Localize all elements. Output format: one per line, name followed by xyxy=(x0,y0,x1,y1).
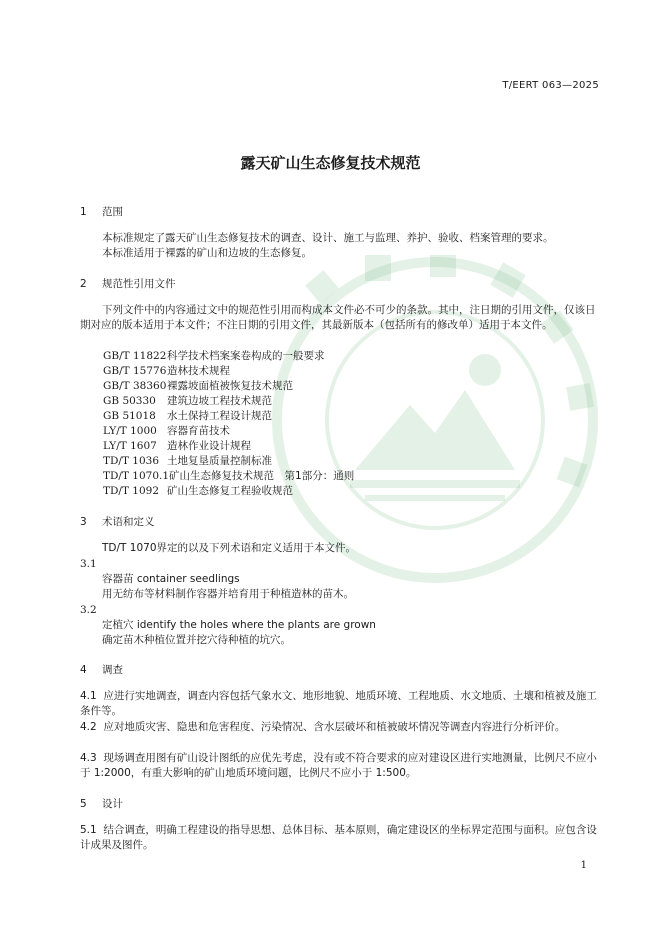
term-number: 3.2 xyxy=(80,604,97,616)
reference-title: 科学技术档案案卷构成的一般要求 xyxy=(167,350,325,362)
reference-title: 造林作业设计规程 xyxy=(167,440,251,452)
clause-text: 现场调查用图有矿山设计图纸的应优先考虑，没有或不符合要求的应对建设区进行实地测量，比例尺不应小于 1:2000，有重大影响的矿山地质环境问题，比例尺不应小于 1:500。 xyxy=(80,752,597,779)
paragraph: TD/T 1070界定的以及下列术语和定义适用于本文件。 xyxy=(102,542,357,554)
reference-title: 矿山生态修复工程验收规范 xyxy=(167,485,293,497)
page-number: 1 xyxy=(580,860,587,871)
reference-code: GB/T 38360 xyxy=(103,380,167,392)
term-number: 3.1 xyxy=(80,558,97,570)
section-heading xyxy=(80,514,155,529)
reference-title: 容器育苗技术 xyxy=(167,425,230,437)
reference-title: 裸露坡面植被恢复技术规范 xyxy=(167,380,293,392)
section-number: 3 xyxy=(80,516,87,528)
reference-item xyxy=(103,453,272,468)
section-number: 5 xyxy=(80,798,87,810)
reference-code: GB 51018 xyxy=(103,410,156,422)
clause xyxy=(80,720,600,735)
reference-code: TD/T 1070.1 xyxy=(103,470,170,482)
reference-code: TD/T 1092 xyxy=(103,485,160,497)
reference-code: GB/T 15776 xyxy=(103,365,167,377)
clause-number: 4.1 xyxy=(80,690,97,702)
reference-code: LY/T 1000 xyxy=(103,425,157,437)
reference-code: TD/T 1036 xyxy=(103,455,160,467)
section-heading xyxy=(80,276,176,291)
term-definition: 确定苗木种植位置并挖穴待种植的坑穴。 xyxy=(102,634,291,646)
term-entry: 定植穴 identify the holes where the plants are grown xyxy=(102,619,376,631)
reference-item xyxy=(103,393,272,408)
reference-item xyxy=(103,483,293,498)
reference-title: 建筑边坡工程技术规范 xyxy=(167,395,272,407)
section-title: 调查 xyxy=(102,664,123,676)
reference-code: GB/T 11822 xyxy=(103,350,167,362)
clause-text: 应进行实地调查，调查内容包括气象水文、地形地貌、地质环境、工程地质、水文地质、土壤和植被及施工条件等。 xyxy=(80,690,597,717)
section-heading xyxy=(80,662,123,677)
section-title: 设计 xyxy=(102,798,123,810)
section-number: 4 xyxy=(80,664,87,676)
clause-number: 4.3 xyxy=(80,752,97,764)
paragraph: 本标准规定了露天矿山生态修复技术的调查、设计、施工与监理、养护、验收、档案管理的要求。 xyxy=(102,232,554,244)
section-heading xyxy=(80,204,123,219)
clause-number: 5.1 xyxy=(80,824,97,836)
reference-item xyxy=(103,378,293,393)
term-entry: 容器苗 container seedlings xyxy=(102,573,240,585)
section-heading xyxy=(80,796,123,811)
paragraph: 下列文件中的内容通过文中的规范性引用而构成本文件必不可少的条款。其中，注日期的引用文件，仅该日期对应的版本适用于本文件；不注日期的引用文件，其最新版本（包括所有的修改单）适用于本文件。 xyxy=(80,304,596,331)
reference-item xyxy=(103,423,230,438)
clause-text: 结合调查，明确工程建设的指导思想、总体目标、基本原则，确定建设区的坐标界定范围与面积。应包含设计成果及图件。 xyxy=(80,824,597,851)
clause xyxy=(80,751,600,781)
reference-item xyxy=(103,468,354,483)
clause xyxy=(80,823,600,853)
document-title: 露天矿山生态修复技术规范 xyxy=(240,154,421,172)
reference-item xyxy=(103,363,230,378)
standard-code: T/EERT 063—2025 xyxy=(502,80,599,91)
paragraph: 本标准适用于裸露的矿山和边坡的生态修复。 xyxy=(102,247,312,259)
clause-number: 4.2 xyxy=(80,721,97,733)
reference-title: 水土保持工程设计规范 xyxy=(167,410,272,422)
term-definition: 用无纺布等材料制作容器并培育用于种植造林的苗木。 xyxy=(102,588,354,600)
clause-text: 应对地质灾害、隐患和危害程度、污染情况、含水层破坏和植被破坏情况等调查内容进行分析评价。 xyxy=(103,721,566,733)
reference-title: 土地复垦质量控制标准 xyxy=(167,455,272,467)
reference-item xyxy=(103,348,325,363)
clause xyxy=(80,689,600,719)
section-number: 1 xyxy=(80,206,87,218)
reference-title: 造林技术规程 xyxy=(167,365,230,377)
section-number: 2 xyxy=(80,278,87,290)
reference-item xyxy=(103,408,272,423)
reference-code: GB 50330 xyxy=(103,395,156,407)
section-title: 规范性引用文件 xyxy=(102,278,176,290)
section-title: 范围 xyxy=(102,206,123,218)
reference-item xyxy=(103,438,251,453)
section-title: 术语和定义 xyxy=(102,516,155,528)
reference-code: LY/T 1607 xyxy=(103,440,157,452)
reference-title: 矿山生态修复技术规范 第1部分：通则 xyxy=(169,470,355,482)
